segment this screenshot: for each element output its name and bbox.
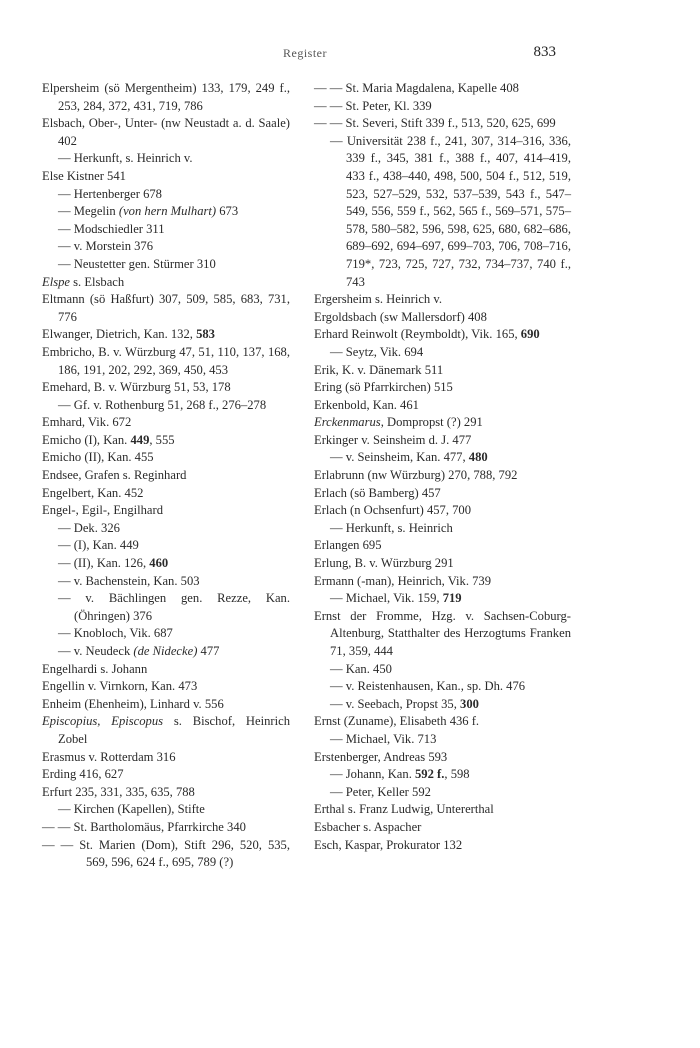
index-subentry xyxy=(314,98,571,116)
index-column-right xyxy=(314,80,571,854)
index-entry-text: s. Elsbach xyxy=(69,274,125,289)
index-entry xyxy=(42,696,290,714)
index-entry-text: Eltmann (sö Haßfurt) 307, 509, 585, 683, 731, 776 xyxy=(42,292,290,324)
index-entry xyxy=(314,608,571,661)
index-entry xyxy=(314,397,571,415)
index-subentry xyxy=(314,731,571,749)
index-entry-text: Erkenbold, Kan. 461 xyxy=(314,397,419,412)
index-entry-text: , 598 xyxy=(444,767,470,782)
index-entry-bold-ref: 592 f. xyxy=(415,767,445,782)
index-subentry xyxy=(42,819,290,837)
index-subentry xyxy=(314,696,571,714)
index-entry xyxy=(42,115,290,150)
index-entry-text: Emicho (I), Kan. xyxy=(42,432,131,447)
index-entry xyxy=(42,344,290,379)
index-entry-text: — (II), Kan. 126, xyxy=(58,556,150,571)
index-entry xyxy=(314,432,571,450)
index-entry-text: — Hertenberger 678 xyxy=(58,186,162,201)
index-subentry xyxy=(42,221,290,239)
index-entry-text: — Herkunft, s. Heinrich xyxy=(330,520,453,535)
index-entry-text: — (I), Kan. 449 xyxy=(58,538,139,553)
index-entry-text: Ermann (-man), Heinrich, Vik. 739 xyxy=(314,573,492,588)
index-subentry xyxy=(42,520,290,538)
index-entry xyxy=(314,555,571,573)
index-entry-bold-ref: 300 xyxy=(460,696,479,711)
index-entry-text: Emicho (II), Kan. 455 xyxy=(42,450,154,465)
index-subentry xyxy=(314,115,571,133)
index-entry-text: Erlabrunn (nw Würzburg) 270, 788, 792 xyxy=(314,468,518,483)
index-entry-text: — Modschiedler 311 xyxy=(58,221,165,236)
index-entry xyxy=(314,414,571,432)
index-entry-bold-ref: 460 xyxy=(149,556,169,571)
index-subentry xyxy=(314,80,571,98)
page-header xyxy=(0,44,700,66)
index-entry-text: Erstenberger, Andreas 593 xyxy=(314,749,448,764)
index-subentry xyxy=(42,203,290,221)
index-entry-text: — Dek. 326 xyxy=(58,520,120,535)
index-subentry xyxy=(42,256,290,274)
index-entry-italic-text: Elspe xyxy=(42,274,70,289)
index-subentry xyxy=(314,678,571,696)
index-entry-text: Engel-, Egil-, Engilhard xyxy=(42,503,164,518)
index-entry xyxy=(314,309,571,327)
index-entry-text: Engelbert, Kan. 452 xyxy=(42,485,144,500)
index-entry xyxy=(42,379,290,397)
index-entry xyxy=(42,749,290,767)
index-entry-text: Else Kistner 541 xyxy=(42,168,126,183)
index-entry xyxy=(42,432,290,450)
index-subentry xyxy=(42,238,290,256)
index-entry xyxy=(314,819,571,837)
index-entry-text: — Kan. 450 xyxy=(330,661,392,676)
index-entry xyxy=(42,502,290,520)
index-entry-text: — Peter, Keller 592 xyxy=(330,784,431,799)
index-entry xyxy=(42,326,290,344)
index-entry xyxy=(314,502,571,520)
index-entry-text: s. Bischof, Heinrich Zobel xyxy=(58,714,290,746)
index-entry-text: 673 xyxy=(216,204,239,219)
index-entry-text: — Gf. v. Rothenburg 51, 268 f., 276–278 xyxy=(58,397,267,412)
index-entry-text: Esch, Kaspar, Prokurator 132 xyxy=(314,837,463,852)
index-entry xyxy=(42,467,290,485)
index-entry-text: — v. Neudeck xyxy=(58,644,134,658)
index-subentry xyxy=(42,837,290,872)
index-entry xyxy=(42,713,290,748)
index-subentry xyxy=(314,449,571,467)
index-entry-text: — Megelin xyxy=(58,204,119,219)
index-entry-italic-text: (von hern Mulhart) xyxy=(118,204,217,219)
index-entry-text: Enheim (Ehenheim), Linhard v. 556 xyxy=(42,696,224,711)
index-subentry xyxy=(314,784,571,802)
index-column-left xyxy=(42,80,290,872)
index-subentry xyxy=(314,520,571,538)
index-entry xyxy=(42,784,290,802)
index-entry xyxy=(314,485,571,503)
index-entry-text: — Michael, Vik. 713 xyxy=(330,731,437,746)
index-entry-text: — Knobloch, Vik. 687 xyxy=(58,626,173,641)
index-entry-text: Elpersheim (sö Mergentheim) 133, 179, 249 f., 253, 284, 372, 431, 719, 786 xyxy=(42,81,290,113)
index-entry-text: Engellin v. Virnkorn, Kan. 473 xyxy=(42,679,198,694)
index-entry-text: Erlach (sö Bamberg) 457 xyxy=(314,485,441,500)
index-entry-text: Ergoldsbach (sw Mallersdorf) 408 xyxy=(314,309,487,324)
index-entry-text: Erthal s. Franz Ludwig, Untererthal xyxy=(314,802,494,817)
index-entry-text: — — St. Peter, Kl. 339 xyxy=(314,98,432,113)
running-head: Register xyxy=(283,46,327,60)
index-entry-text: Erkinger v. Seinsheim d. J. 477 xyxy=(314,432,472,447)
index-subentry xyxy=(42,186,290,204)
index-entry-italic-text: Episcopius, Episcopus xyxy=(42,714,164,729)
index-entry-text: Ernst (Zuname), Elisabeth 436 f. xyxy=(314,714,480,729)
index-entry-text: Esbacher s. Aspacher xyxy=(314,819,422,834)
index-entry-text: Erlung, B. v. Würzburg 291 xyxy=(314,556,454,571)
index-entry xyxy=(42,80,290,115)
index-subentry xyxy=(42,397,290,415)
index-entry-text: Ergersheim s. Heinrich v. xyxy=(314,292,443,307)
index-entry-italic-text: (de Nidecke) xyxy=(133,644,198,658)
index-entry-text: , 555 xyxy=(149,432,175,447)
index-entry xyxy=(314,537,571,555)
index-entry-text: — — St. Bartholomäus, Pfarrkirche 340 xyxy=(42,819,246,834)
index-subentry xyxy=(42,573,290,591)
index-subentry xyxy=(42,150,290,168)
index-entry-text: Endsee, Grafen s. Reginhard xyxy=(42,468,187,483)
index-subentry xyxy=(42,537,290,555)
index-entry xyxy=(42,661,290,679)
index-entry-text: — Kirchen (Kapellen), Stifte xyxy=(58,802,205,817)
index-subentry xyxy=(42,801,290,819)
index-entry xyxy=(314,801,571,819)
index-entry xyxy=(314,379,571,397)
index-entry xyxy=(314,467,571,485)
index-entry xyxy=(42,485,290,503)
index-entry-text: Emehard, B. v. Würzburg 51, 53, 178 xyxy=(42,380,231,395)
index-entry-text: Elwanger, Dietrich, Kan. 132, xyxy=(42,327,197,342)
index-entry-text: Erasmus v. Rotterdam 316 xyxy=(42,749,176,764)
index-entry xyxy=(314,573,571,591)
index-entry xyxy=(314,749,571,767)
index-entry-text: — v. Bachenstein, Kan. 503 xyxy=(58,573,200,588)
index-subentry xyxy=(314,133,571,291)
index-entry-text: — Seytz, Vik. 694 xyxy=(330,344,424,359)
index-entry-bold-ref: 719 xyxy=(442,591,462,606)
index-entry xyxy=(314,362,571,380)
index-subentry xyxy=(42,555,290,573)
index-subentry xyxy=(314,590,571,608)
index-subentry xyxy=(42,643,290,661)
index-entry xyxy=(42,291,290,326)
index-entry-text: — Herkunft, s. Heinrich v. xyxy=(58,151,193,166)
index-subentry xyxy=(314,344,571,362)
index-entry-text: Erik, K. v. Dänemark 511 xyxy=(314,362,444,377)
index-entry-text: , Dompropst (?) 291 xyxy=(380,415,483,430)
index-entry-italic-text: Erckenmarus xyxy=(314,415,381,430)
index-entry xyxy=(42,414,290,432)
index-entry-text: — Neustetter gen. Stürmer 310 xyxy=(58,256,216,271)
index-entry-text: — Universität 238 f., 241, 307, 314–316, 336, 339 f., 345, 381 f., 388 f., 407, 414–419, 433 f., 438–440, 498, 500, 504 f., 512, 519, 523, 527–529, 532, 537–539, 543 f., 547–549, 556, 559 f., 562, 565 f., 569–571, 575–578, 580–582, 596, 598, 625, 680, 682–686, 689–692, 694–697, 699–703, 706, 708–716, 719*, 723, 725, 727, 732, 734–737, 740 f., 743 xyxy=(330,133,571,289)
index-entry-text: — v. Seinsheim, Kan. 477, xyxy=(330,450,469,465)
index-subentry xyxy=(42,625,290,643)
index-entry-text: Elsbach, Ober-, Unter- (nw Neustadt a. d. Saale) 402 xyxy=(42,116,290,148)
index-entry xyxy=(42,766,290,784)
index-entry-text: — Johann, Kan. xyxy=(330,767,415,782)
index-entry-text: Erlangen 695 xyxy=(314,538,382,553)
index-entry-text: Ering (sö Pfarrkirchen) 515 xyxy=(314,380,453,395)
index-entry xyxy=(42,168,290,186)
index-entry xyxy=(42,678,290,696)
index-subentry xyxy=(314,661,571,679)
index-entry-text: — v. Morstein 376 xyxy=(58,239,154,254)
index-subentry xyxy=(42,590,290,625)
index-entry-text: Embricho, B. v. Würzburg 47, 51, 110, 137, 168, 186, 191, 202, 292, 369, 450, 453 xyxy=(42,344,290,377)
index-entry-text: Erlach (n Ochsenfurt) 457, 700 xyxy=(314,503,472,518)
index-entry-text: Erding 416, 627 xyxy=(42,767,124,782)
index-entry-text: — v. Reistenhausen, Kan., sp. Dh. 476 xyxy=(330,679,526,694)
index-entry-text: — — St. Marien (Dom), Stift 296, 520, 535, 569, 596, 624 f., 695, 789 (?) xyxy=(42,837,290,870)
index-entry xyxy=(314,713,571,731)
index-entry-text: — v. Bächlingen gen. Rezze, Kan. (Öhringen) 376 xyxy=(58,591,290,623)
index-entry-bold-ref: 480 xyxy=(468,450,488,465)
index-entry-text: — v. Seebach, Propst 35, xyxy=(330,696,461,711)
index-subentry xyxy=(314,766,571,784)
index-entry xyxy=(42,274,290,292)
index-entry-text: — — St. Maria Magdalena, Kapelle 408 xyxy=(314,81,519,95)
index-entry-text: Emhard, Vik. 672 xyxy=(42,415,132,430)
index-entry xyxy=(314,837,571,855)
index-entry-text: 477 xyxy=(197,644,220,658)
index-entry xyxy=(314,326,571,344)
index-entry-bold-ref: 583 xyxy=(196,327,215,342)
index-entry-text: Erfurt 235, 331, 335, 635, 788 xyxy=(42,784,195,799)
index-entry-text: — — St. Severi, Stift 339 f., 513, 520, 625, 699 xyxy=(314,116,556,131)
index-entry-text: Engelhardi s. Johann xyxy=(42,661,148,676)
index-entry-bold-ref: 449 xyxy=(130,432,150,447)
index-entry-text: Ernst der Fromme, Hzg. v. Sachsen-Coburg-Altenburg, Statthalter des Herzogtums Franken 71, 359, 444 xyxy=(314,608,571,658)
index-entry-bold-ref: 690 xyxy=(520,327,540,342)
index-entry-text: — Michael, Vik. 159, xyxy=(330,591,443,606)
index-entry xyxy=(42,449,290,467)
index-entry-text: Erhard Reinwolt (Reymboldt), Vik. 165, xyxy=(314,327,521,342)
page-number: 833 xyxy=(533,44,556,60)
index-entry xyxy=(314,291,571,309)
